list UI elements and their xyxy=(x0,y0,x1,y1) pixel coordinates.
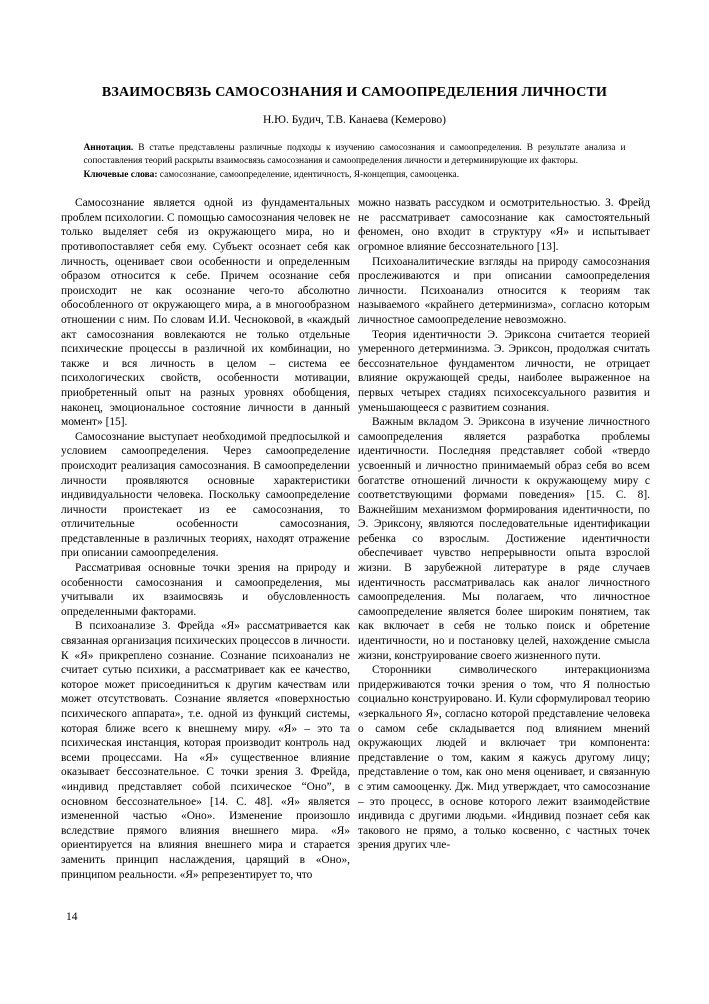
left-column xyxy=(61,196,350,882)
keywords-text: самосознание, самоопределение, идентичность, Я-концепция, самооценка. xyxy=(159,169,460,180)
right-column xyxy=(358,196,650,882)
page-number: 14 xyxy=(66,911,78,923)
paragraph: Самосознание является одной из фундаментальных проблем психологии. С помощью самосознания человек не только выделяет себя из окружающего мира, но и противопоставляет себя ему. Субъект осознает себя как личность, оценивает свои особенности и определенным образом относится к себе. Причем осознание себя происходит не как осознание чего-то абсолютно обособленного от окружающего мира, а в многообразном отношении с ним. По словам И.И. Чесноковой, в «каждый акт самосознания вовлекаются не только отдельные психические процессы в различной их комбинации, но также и вся личность в целом – система ее психологических свойств, особенности мотивации, приобретенный опыт на разных уровнях обобщения, наконец, эмоциональное состояние личности в данный момент» [15]. xyxy=(61,197,350,429)
paragraph: Самосознание выступает необходимой предпосылкой и условием самоопределения. Через самоопределение происходит реализация самосознания. В самоопределении личности проявляются основные характеристики индивидуальности человека. Поскольку самоопределение личности проистекает из ее самосознания, то отличительные особенности самосознания, представленные в различных теориях, находят отражение при описании самоопределения. xyxy=(61,430,350,560)
page-title: ВЗАИМОСВЯЗЬ САМОСОЗНАНИЯ И САМООПРЕДЕЛЕНИЯ ЛИЧНОСТИ xyxy=(101,85,608,100)
paragraph: Психоаналитические взгляды на природу самосознания прослеживаются и при описании самоопределения личности. Психоанализ относится к теориям так называемого «крайнего детерминизма», согласно которым личностное самоопределение невозможно. xyxy=(358,255,650,326)
paragraph-continuation: можно назвать рассудком и осмотрительностью. З. Фрейд не рассматривает самосознание как самостоятельный феномен, оно входит в структуру «Я» и испытывает огромное влияние бессознательного [13]. xyxy=(358,197,650,253)
keywords-paragraph xyxy=(84,169,626,182)
abstract-text: В статье представлены различные подходы к изучению самосознания и самоопределения. В результате анализа и сопоставления теорий раскрыты взаимосвязь самосознания и самоопределения личности и детерминирующие их факторы. xyxy=(83,143,626,167)
paragraph: Рассматривая основные точки зрения на природу и особенности самосознания и самоопределения, мы учитывали их взаимосвязь и обусловленность определенными факторами. xyxy=(61,562,350,618)
paragraph: Теория идентичности Э. Эриксона считается теорией умеренного детерминизма. Э. Эриксон, продолжая считать бессознательное фундаментом личности, не отрицает влияние окружающей среды, наиболее выраженное на первых четырех стадиях психосексуального развития и уменьшающееся с развитием сознания. xyxy=(358,328,650,414)
paragraph: Сторонники символического интеракционизма придерживаются точки зрения о том, что Я полностью социально конструировано. И. Кули сформулировал теорию «зеркального Я», согласно которой представление человека о самом себе складывается под влиянием мнений окружающих людей и включает три компонента: представление о том, каким я кажусь другому лицу; представление о том, как оно меня оценивает, и связанную с этим самооценку. Дж. Мид утверждает, что самосознание – это процесс, в основе которого лежит взаимодействие индивида с другими людьми. «Индивид познает себя как такового не прямо, а только косвенно, с частных точек зрения других чле- xyxy=(358,664,650,852)
abstract-paragraph xyxy=(84,142,626,169)
paragraph: В психоанализе З. Фрейда «Я» рассматривается как связанная организация психических процессов в личности. К «Я» прикреплено сознание. Сознание психоанализ не считает сутью психики, а рассматривает как ее качество, которое может присоединиться к другим качествам или может отсутствовать. Сознание является «поверхностью психического аппарата», т.е. одной из функций системы, которая ближе всего к внешнему миру. «Я» – это та психическая инстанция, которая производит контроль над всеми процессами. На «Я» существенное влияние оказывает бессознательное. С точки зрения З. Фрейда, «индивид представляет собой психическое “Оно”, в основном бессознательное» [14. С. 48]. «Я» является измененной частью «Оно». Изменение произошло вследствие прямого влияния внешнего мира. «Я» ориентируется на влияния внешнего мира и старается заменить принцип наслаждения, царящий в «Оно», принципом реальности. «Я» репрезентирует то, что xyxy=(61,620,350,881)
abstract-label: Аннотация. xyxy=(83,143,134,153)
authors-line: Н.Ю. Будич, Т.В. Канаева (Кемерово) xyxy=(262,114,447,126)
abstract-block xyxy=(84,142,626,182)
keywords-label: Ключевые слова: xyxy=(83,169,158,180)
two-column-body xyxy=(61,196,650,882)
paragraph: Важным вкладом Э. Эриксона в изучение личностного самоопределения является разработка проблемы идентичности. Последняя представляет собой «твердо усвоенный и личностно принимаемый образ себя во всем богатстве отношений личности к окружающему миру с соответствующими формами поведения» [15. С. 8]. Важнейшим механизмом формирования идентичности, по Э. Эриксону, являются последовательные идентификации ребенка со взрослым. Достижение идентичности обеспечивает чувство непрерывности опыта взрослой жизни. В зарубежной литературе в ряде случаев идентичность рассматривалась как аналог личностного самоопределения. Мы полагаем, что личностное самоопределение является более широким понятием, так как включает в себя не только поиск и обретение идентичности, но и постановку целей, нахождение смысла жизни, конструирование своего жизненного пути. xyxy=(358,416,650,662)
